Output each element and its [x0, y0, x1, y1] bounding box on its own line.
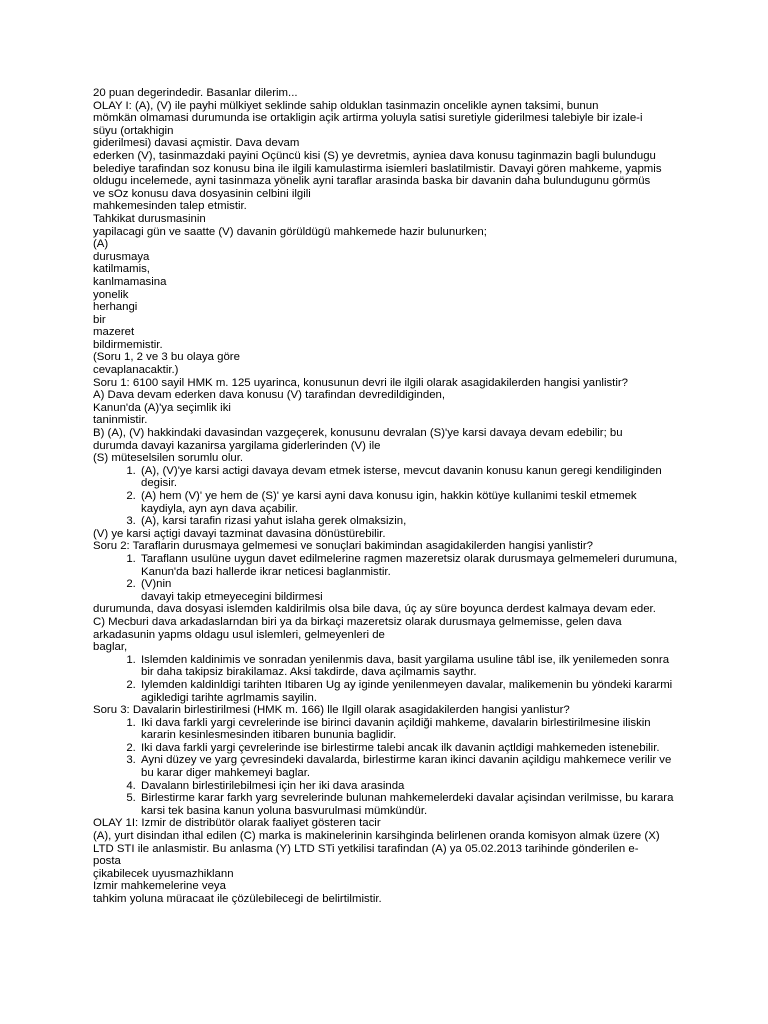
list-item-text: 4. Davalann birlestirilebilmesi için her iki dava arasinda [141, 779, 405, 792]
list-item-text: 1. Iki dava farkli yargi cevrelerinde ise birinci davanin açildiği mahkeme, davalarin birlestirilmesine iliskin kararin kesinlesmesinden itibaren bununia baglidir. [141, 716, 651, 742]
text-line: Soru 2: Taraflarin durusmaya gelmemesi ve sonuçlari bakimindan asagidakilerden hangisi yanlistir? [93, 540, 593, 553]
text-block-b [93, 528, 683, 553]
text-line: çikabilecek uyusmazhiklann [93, 867, 234, 880]
text-line: (A), yurt disindan ithal edilen (C) marka is makinelerinin karsihginda belirlenen oranda komisyon almak üzere (X) [93, 830, 660, 843]
text-line: süyu (ortakhigin [93, 124, 174, 137]
text-line: Kanun'da (A)'ya seçimlik iki [93, 401, 231, 414]
list-item [139, 515, 683, 528]
text-line: yonelik [93, 288, 129, 301]
list-item [139, 578, 683, 603]
list-item [139, 465, 683, 490]
text-line: katilmamis, [93, 263, 150, 276]
list-item-text: 1. (A), (V)'ye karsi actigi davaya devam etmek isterse, mevcut davanin konusu kanun geregi kendiliginden degisir. [141, 464, 662, 490]
list-item [139, 679, 683, 704]
text-line: ve sOz konusu dava dosyasinin celbini ilgili [93, 187, 311, 200]
list-item [139, 490, 683, 515]
text-line: (Soru 1, 2 ve 3 bu olaya göre [93, 351, 240, 364]
list-item-text: 3. Ayni düzey ve yarg çevresindeki davalarda, birlestirme karan ikinci davanin açildigu mahkemece verilir ve bu karar diger mahkemeyi baglar. [141, 754, 672, 780]
text-block-c [93, 603, 683, 653]
list-item-text: davayi takip etmeyecegini bildirmesi [141, 590, 323, 603]
text-line: durumda davayi kazanirsa yargilama giderlerinden (V) ile [93, 439, 381, 452]
numbered-list-1 [93, 465, 683, 528]
numbered-list-2 [93, 553, 683, 603]
text-line: herhangi [93, 301, 138, 314]
text-line: baglar, [93, 641, 128, 654]
list-item [139, 780, 683, 793]
text-line: belediye tarafindan soz konusu bina ile ilgili kamulastirma isiemleri baslatilmistir. Davayi gören mahkeme, yapmis [93, 162, 662, 175]
list-item [139, 717, 683, 742]
text-line: yapilacagi gün ve saatte (V) davanin görüldügü mahkemede hazir bulunurken; [93, 225, 487, 238]
list-item-text: 1. Taraflann usulüne uygun davet edilmelerine ragmen mazeretsiz olarak durusmaya gelmemeleri durumuna, Kanun'da bazi hallerde ikrar neticesi baglanmistir. [141, 552, 678, 578]
text-line: 20 puan degerindedir. Basanlar dilerim... [93, 87, 298, 99]
text-line: Soru 1: 6100 sayil HMK m. 125 uyarinca, konusunun devri ile ilgili olarak asagidakilerden hangisi yanlistir? [93, 376, 629, 389]
list-item-text: 2. Iylemden kaldinldigi tarihten Itibaren Ug ay iginde yenilenmeyen davalar, malikemenin bu yöndeki kararmi agikledigi tarihte agrlmamis sayilin. [141, 678, 673, 704]
text-line: oldugu incelemede, ayni tasinmaza yönelik ayni taraflar arasinda baska bir davanin daha bulundugunu görmüs [93, 175, 651, 188]
text-line: Tahkikat durusmasinin [93, 212, 206, 225]
text-line: (A) [93, 238, 109, 251]
text-line: cevaplanacaktir.) [93, 364, 179, 377]
list-item-text: 5. Birlestirme karar farkh yarg sevrelerinde bulunan mahkemelerdeki davalar açisindan verilmisse, bu karara karsi tek basina kanun yoluna basvurulmasi mümkündür. [141, 792, 674, 817]
text-block-e [93, 817, 683, 905]
list-item-text: 1. Islemden kaldinimis ve sonradan yenilenmis dava, basit yargilama usuline tâbl ise, ilk yenilemeden sonra bir daha takipsiz birakilamaz. Aksi takdirde, dava açilmamis saythr. [141, 653, 670, 679]
list-item [139, 742, 683, 755]
list-item [139, 754, 683, 779]
list-item-text: 2. (A) hem (V)' ye hem de (S)' ye karsi ayni dava konusu igin, hakkin kötüye kullanimi teskil etmemek kaydiyla, ayn ayn dava açabilir. [141, 490, 637, 515]
numbered-list-4 [93, 717, 683, 818]
document-body [93, 87, 683, 906]
text-line: durumunda, dava dosyasi islemden kaldirilmis olsa bile dava, úç ay süre boyunca derdest kalmaya devam eder. [93, 603, 656, 616]
text-line: OLAY I: (A), (V) ile payhi mülkiyet seklinde sahip olduklan tasinmazin oncelikle aynen taksimi, bunun [93, 99, 599, 112]
text-line: B) (A), (V) hakkindaki davasindan vazgeçerek, konusunu devralan (S)'ye karsi davaya devam edebilir; bu [93, 427, 623, 440]
text-line: OLAY 1I: Izmir de distribütör olarak faaliyet gösteren tacir [93, 817, 381, 830]
text-line: tahkim yoluna müracaat ile çözülebilecegi de belirtilmistir. [93, 893, 382, 905]
text-line: mömkän olmamasi durumunda ise ortakligin açik artirma yoluyla satisi suretiyle giderilmesi talebiyle bir izale-i [93, 112, 643, 125]
numbered-list-3 [93, 654, 683, 704]
text-line: durusmaya [93, 250, 150, 263]
list-item-text: 2. Iki dava farkli yargi çevrelerinde ise birlestirme talebi ancak ilk davanin açtldigi mahkemeden istenebilir. [141, 741, 660, 754]
text-block-d [93, 704, 683, 717]
list-item [139, 792, 683, 817]
text-line: posta [93, 855, 121, 868]
text-line: taninmistir. [93, 414, 148, 427]
list-item [139, 553, 683, 578]
text-line: bildirmemistir. [93, 338, 163, 351]
text-line: mazeret [93, 326, 135, 339]
text-line: LTD STI ile anlasmistir. Bu anlasma (Y) LTD STi yetkilisi tarafindan (A) ya 05.02.2013 tarihinde gönderilen e- [93, 842, 639, 855]
text-line: bir [93, 313, 106, 326]
text-line: kanlmamasina [93, 275, 167, 288]
text-line: ederken (V), tasinmazdaki payini Oçüncü kisi (S) ye devretmis, ayniea dava konusu taginmazin bagli bulundugu [93, 149, 656, 162]
list-item-text: 2. (V)nin [141, 578, 172, 591]
text-line: (V) ye karsi açtigi davayi tazminat davasina dönüstürebilir. [93, 527, 386, 540]
text-line: C) Mecburi dava arkadaslarndan biri ya da birkaçi mazeretsiz olarak durusmaya gelmemisse, gelen dava [93, 615, 622, 628]
list-item [139, 654, 683, 679]
text-line: (S) müteselsilen sorumlu olur. [93, 452, 244, 465]
text-line: Izmir mahkemelerine veya [93, 880, 226, 893]
text-line: Soru 3: Davalarin birlestirilmesi (HMK m. 166) lle Ilgill olarak asagidakilerden hangisi yanlistur? [93, 704, 570, 717]
text-line: arkadasunin yapms oldagu usul islemleri, gelmeyenleri de [93, 628, 385, 641]
text-line: mahkemesinden talep etmistir. [93, 200, 247, 213]
text-line: giderilmesi) davasi açmistir. Dava devam [93, 137, 300, 150]
text-block-a [93, 87, 683, 465]
text-line: A) Dava devam ederken dava konusu (V) tarafindan devredildiginden, [93, 389, 446, 402]
list-item-text: 3. (A), karsi tarafin rizasi yahut islaha gerek olmaksizin, [141, 515, 407, 528]
